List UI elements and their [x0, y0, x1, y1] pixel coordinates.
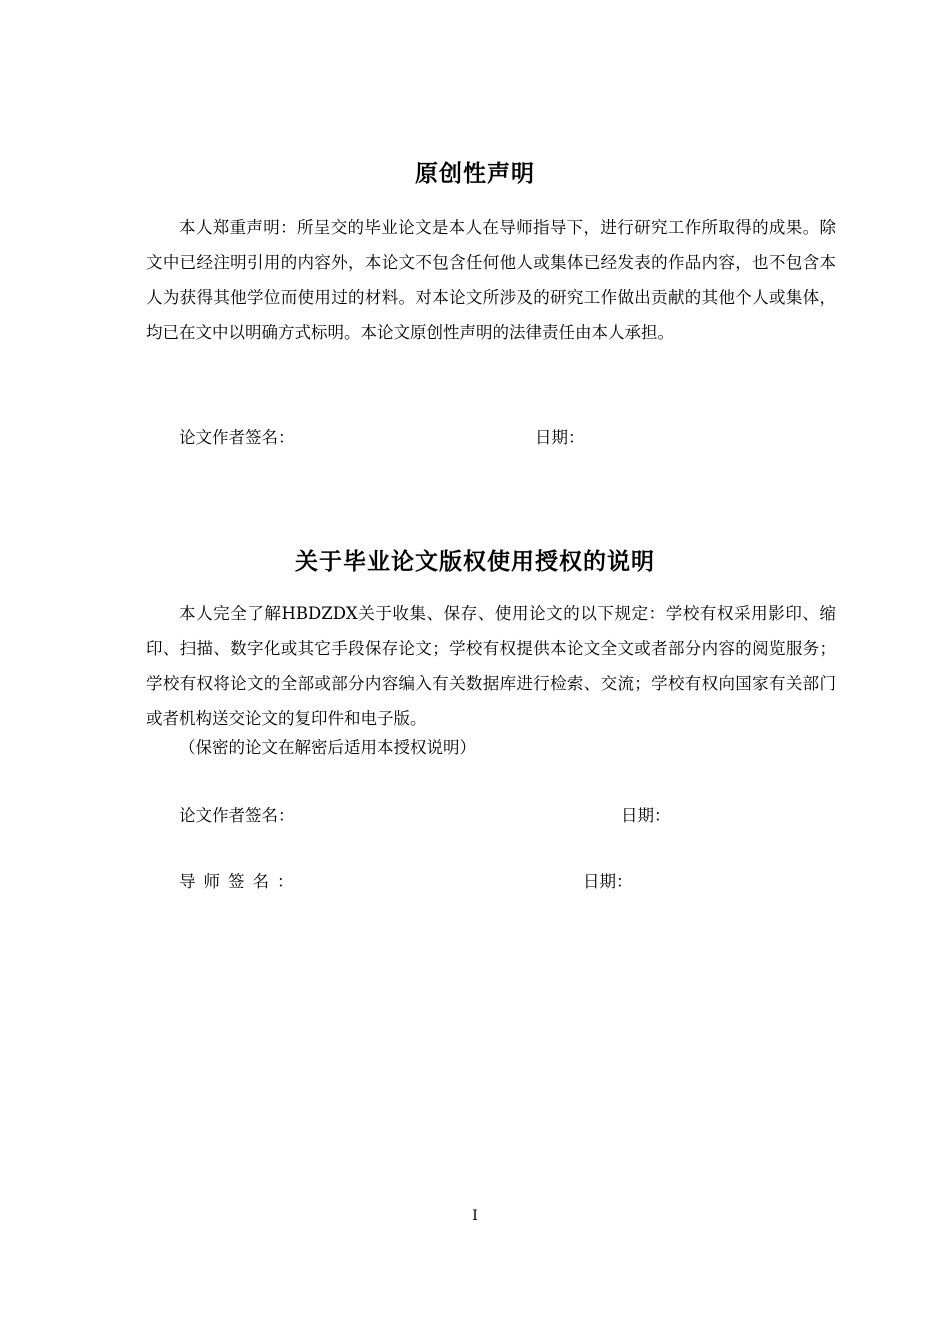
supervisor-date-label: 日期： — [583, 872, 633, 891]
originality-title: 原创性声明 — [415, 161, 535, 187]
author-date-label-2: 日期： — [621, 806, 671, 825]
page-number: I — [472, 1208, 478, 1224]
author-signature-label-2: 论文作者签名： — [179, 806, 295, 825]
author-signature-label: 论文作者签名： — [179, 428, 295, 447]
authorization-title: 关于毕业论文版权使用授权的说明 — [295, 549, 655, 575]
originality-statement: 本人郑重声明：所呈交的毕业论文是本人在导师指导下，进行研究工作所取得的成果。除文中已经注明引用的内容外，本论文不包含任何他人或集体已经发表的作品内容，也不包含本人为获得其他学位而使用过的材料。对本论文所涉及的研究工作做出贡献的其他个人或集体，均已在文中以明确方式标明。本论文原创性声明的法律责任由本人承担。 — [146, 218, 836, 342]
confidentiality-note: （保密的论文在解密后适用本授权说明） — [179, 738, 476, 757]
authorization-statement: 本人完全了解HBDZDX关于收集、保存、使用论文的以下规定：学校有权采用影印、缩印、扫描、数字化或其它手段保存论文；学校有权提供本论文全文或者部分内容的阅览服务；学校有权将论文的全部或部分内容编入有关数据库进行检索、交流；学校有权向国家有关部门或者机构送交论文的复印件和电子版。 — [146, 604, 836, 728]
originality-date-label: 日期： — [535, 428, 585, 447]
supervisor-signature-label: 导师签名： — [179, 872, 302, 891]
